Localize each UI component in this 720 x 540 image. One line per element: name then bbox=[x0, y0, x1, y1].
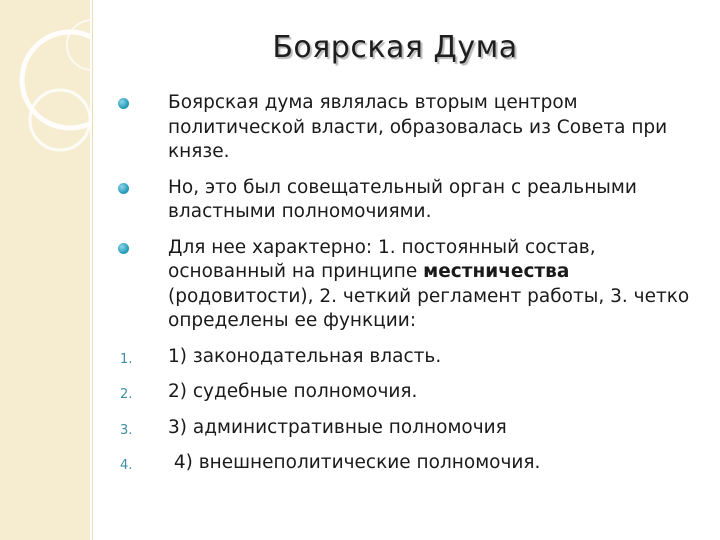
bullet-icon bbox=[118, 98, 129, 109]
numbered-text: 1) законодательная власть. bbox=[168, 345, 442, 367]
decorative-left-strip bbox=[0, 0, 90, 540]
numbered-item bbox=[112, 416, 702, 441]
bullet-item bbox=[112, 91, 702, 165]
numbered-text: 4) внешнеполитические полномочия. bbox=[168, 452, 541, 473]
bullet-icon bbox=[118, 243, 129, 254]
item-number: 2. bbox=[120, 387, 133, 402]
item-number: 4. bbox=[120, 458, 133, 473]
numbered-text: 2) судебные полномочия. bbox=[168, 381, 418, 402]
numbered-text: 3) административные полномочия bbox=[168, 416, 507, 438]
item-number: 1. bbox=[120, 351, 133, 367]
bullet-text-before: Для нее характерно: 1. постоянный состав, основанный на принципе bbox=[168, 236, 596, 282]
numbered-item bbox=[112, 380, 702, 405]
bullet-text: Боярская дума являлась вторым центром политической власти, образовалась из Совета при князе. bbox=[168, 92, 668, 162]
numbered-item bbox=[112, 345, 702, 370]
decorative-circles bbox=[0, 0, 90, 540]
slide-content bbox=[112, 91, 702, 487]
bullet-item bbox=[112, 236, 702, 334]
slide-title: Боярская Дума bbox=[272, 30, 518, 65]
bullet-bold-term: местничества bbox=[423, 261, 570, 282]
bullet-icon bbox=[118, 183, 129, 194]
bullet-item bbox=[112, 176, 702, 225]
bullet-text-after: (родовитости), 2. четкий регламент работы, 3. четко определены ее функции: bbox=[168, 285, 690, 331]
bullet-text: Но, это был совещательный орган с реальными властными полномочиями. bbox=[168, 176, 637, 222]
item-number: 3. bbox=[120, 422, 133, 438]
divider-line bbox=[92, 0, 93, 540]
numbered-item bbox=[112, 451, 702, 476]
